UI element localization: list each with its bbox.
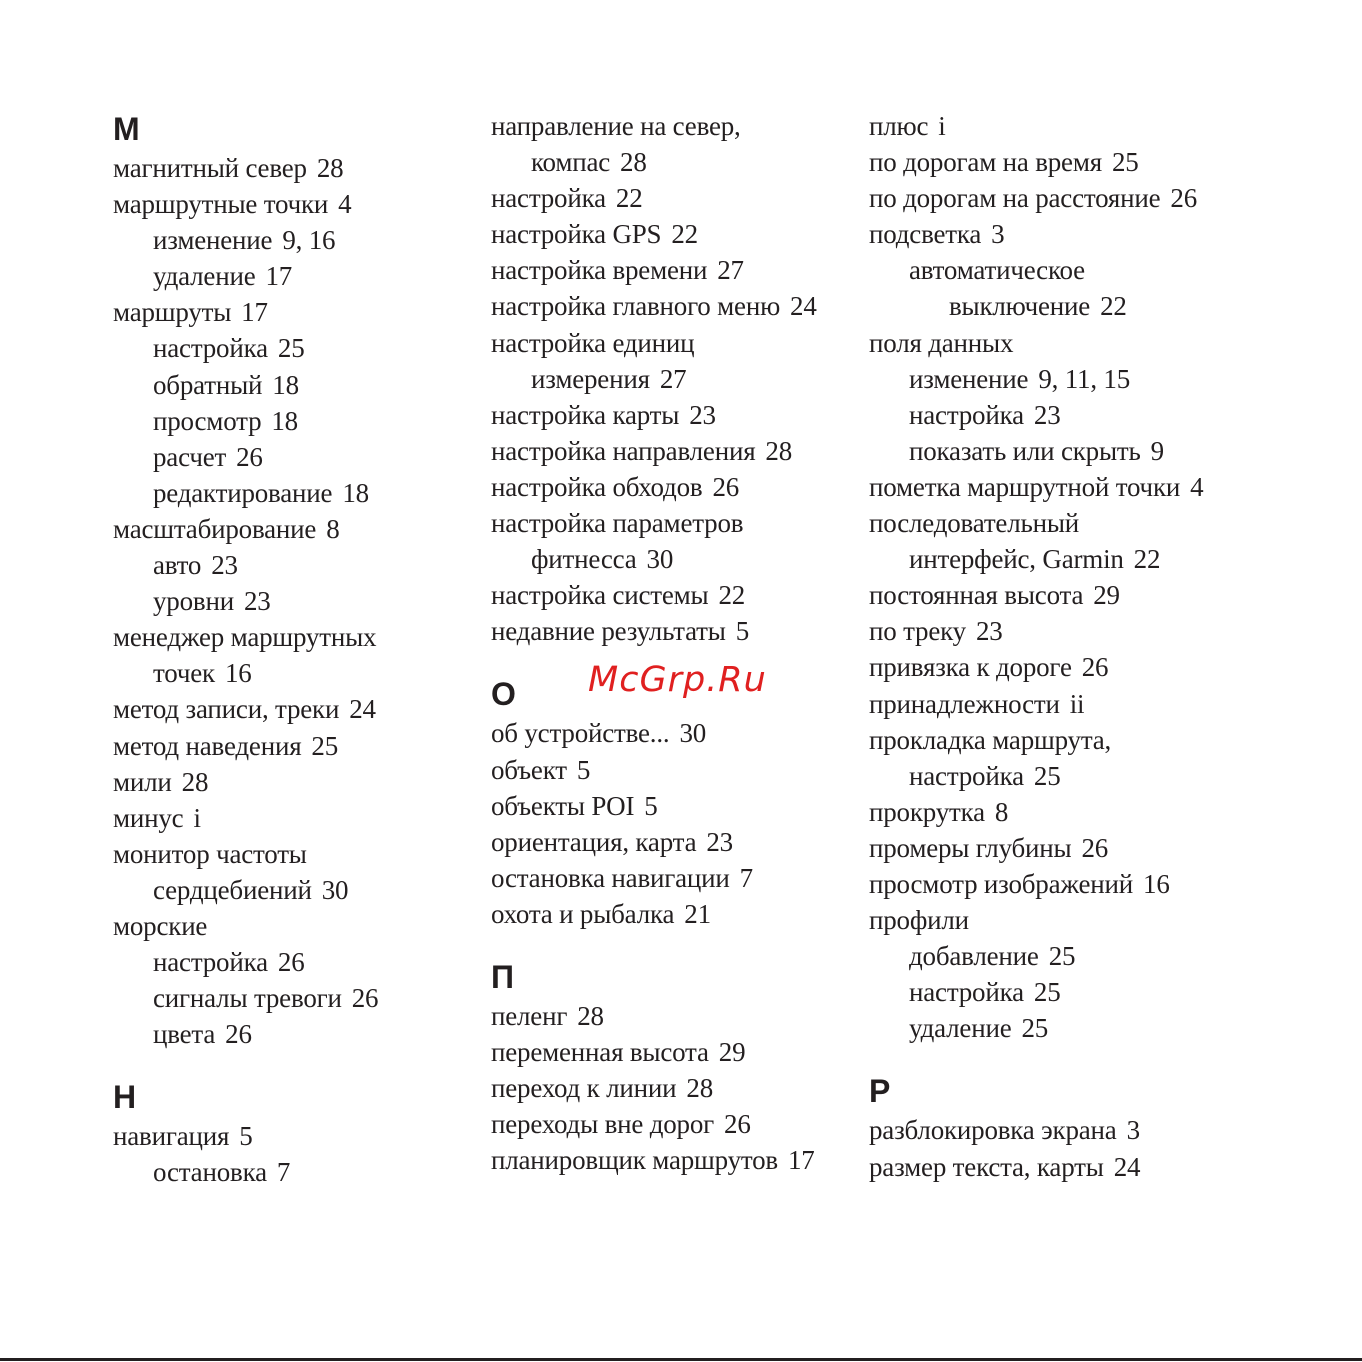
watermark-logo: McGrp.Ru	[588, 660, 767, 700]
index-term: пометка маршрутной точки	[869, 471, 1181, 502]
index-term: разблокировка экрана	[869, 1115, 1117, 1146]
index-entry	[113, 583, 378, 619]
index-letter-heading: М	[113, 111, 140, 147]
index-entry	[491, 896, 817, 932]
index-entry	[869, 686, 1203, 722]
index-term: планировщик маршрутов	[491, 1145, 778, 1176]
index-page-ref: 25	[1111, 147, 1139, 178]
index-entry	[491, 397, 817, 433]
index-entry	[869, 1149, 1203, 1185]
index-entry	[491, 860, 817, 896]
index-term: удаление	[153, 261, 256, 292]
index-term: настройка	[153, 947, 268, 978]
index-term: по треку	[869, 616, 966, 647]
index-entry	[113, 980, 378, 1016]
index-entry	[491, 788, 817, 824]
index-page-ref: 26	[1170, 183, 1198, 214]
index-entry	[869, 1112, 1203, 1148]
index-term: выключение	[949, 291, 1091, 322]
index-term: просмотр изображений	[869, 868, 1134, 899]
index-term: настройка единиц	[491, 327, 695, 358]
index-entry	[113, 186, 378, 222]
index-entry	[491, 715, 817, 751]
index-entry	[491, 998, 817, 1034]
index-entry	[113, 728, 378, 764]
bottom-divider	[0, 1358, 1362, 1361]
index-term: размер текста, карты	[869, 1151, 1104, 1182]
index-entry	[491, 216, 817, 252]
index-page-ref: 9	[1150, 435, 1164, 466]
index-term: настройка	[909, 760, 1024, 791]
index-page-ref: 24	[349, 694, 376, 725]
index-entry	[491, 361, 817, 397]
index-entry	[113, 836, 378, 872]
index-term: изменение	[909, 363, 1029, 394]
index-entry	[491, 108, 817, 144]
index-entry	[869, 469, 1203, 505]
index-entry	[113, 944, 378, 980]
index-entry	[113, 258, 378, 294]
index-entry	[869, 974, 1203, 1010]
index-entry	[491, 144, 817, 180]
index-entry	[113, 439, 378, 475]
index-entry	[113, 222, 378, 258]
index-term: показать или скрыть	[909, 435, 1141, 466]
index-term: настройка GPS	[491, 219, 662, 250]
index-page-ref: 17	[787, 1145, 815, 1176]
index-page-ref: 25	[1048, 941, 1076, 972]
index-page-ref: 26	[351, 983, 379, 1014]
index-term: по дорогам на время	[869, 147, 1102, 178]
index-page-ref: 3	[991, 219, 1005, 250]
index-term: автоматическое	[909, 255, 1085, 286]
index-page-ref: 22	[1133, 544, 1161, 575]
index-term: прокрутка	[869, 796, 985, 827]
index-entry	[491, 1142, 817, 1178]
index-term: маршрутные точки	[113, 189, 329, 220]
index-page-ref: 27	[659, 363, 687, 394]
index-page-ref: 27	[717, 255, 744, 286]
index-entry	[491, 288, 817, 324]
index-term: фитнесса	[531, 544, 637, 575]
index-page-ref: 3	[1126, 1115, 1140, 1146]
index-term: метод наведения	[113, 730, 302, 761]
index-entry	[491, 180, 817, 216]
index-term: расчет	[153, 441, 227, 472]
index-page-ref: 24	[1113, 1151, 1141, 1182]
index-page-ref: 8	[994, 796, 1009, 827]
index-entry	[113, 475, 378, 511]
index-page-ref: 30	[321, 874, 349, 905]
index-term: интерфейс, Garmin	[909, 544, 1124, 575]
index-entry	[491, 325, 817, 361]
index-page-ref: 26	[712, 471, 740, 502]
index-term: промеры глубины	[869, 832, 1072, 863]
index-page-ref: 18	[272, 369, 299, 400]
index-term: точек	[153, 658, 215, 689]
index-page-ref: 16	[1143, 868, 1170, 899]
index-entry	[491, 577, 817, 613]
index-term: прокладка маршрута,	[869, 724, 1112, 755]
index-term: сердцебиений	[153, 874, 312, 905]
index-term: ориентация, карта	[491, 826, 697, 857]
index-entry	[869, 397, 1203, 433]
index-entry	[869, 180, 1203, 216]
index-term: редактирование	[153, 477, 333, 508]
index-entry	[113, 764, 378, 800]
index-page-ref: 21	[684, 898, 711, 929]
index-letter-heading: П	[491, 958, 514, 995]
index-term: удаление	[909, 1013, 1012, 1044]
index-term: по дорогам на расстояние	[869, 183, 1161, 214]
index-page-ref: 9, 11, 15	[1038, 363, 1131, 394]
index-page-ref: 7	[739, 862, 753, 893]
index-page-ref: 8	[326, 513, 340, 544]
index-term: принадлежности	[869, 688, 1060, 719]
index-entry	[113, 619, 378, 655]
index-entry	[113, 367, 378, 403]
index-page-ref: 23	[975, 616, 1003, 647]
index-term: настройка системы	[491, 580, 709, 611]
index-page-ref: 16	[224, 658, 252, 689]
index-entry	[491, 541, 817, 577]
index-term: привязка к дороге	[869, 652, 1072, 683]
index-entry	[113, 1016, 378, 1052]
index-entry	[113, 872, 378, 908]
index-term: объекты POI	[491, 790, 635, 821]
index-term: охота и рыбалка	[491, 898, 675, 929]
index-entry	[491, 252, 817, 288]
index-page-ref: 5	[644, 790, 658, 821]
index-term: сигналы тревоги	[153, 983, 342, 1014]
index-page-ref: 18	[271, 405, 298, 436]
index-term: остановка навигации	[491, 862, 730, 893]
index-term: настройка параметров	[491, 508, 744, 539]
index-entry	[113, 1154, 378, 1190]
index-entry	[491, 505, 817, 541]
index-page-ref: 5	[735, 616, 750, 647]
index-term: компас	[531, 147, 611, 178]
index-entry	[869, 794, 1203, 830]
index-term: настройка карты	[491, 399, 680, 430]
index-term: менеджер маршрутных	[113, 622, 377, 653]
index-column-1	[113, 108, 378, 1191]
index-entry	[113, 294, 378, 330]
index-entry	[491, 1034, 817, 1070]
index-term: просмотр	[153, 405, 262, 436]
index-entry	[869, 505, 1203, 541]
index-term: пеленг	[491, 1000, 568, 1031]
index-page-ref: 25	[311, 730, 339, 761]
index-entry	[869, 433, 1203, 469]
index-page-ref: 23	[689, 399, 716, 430]
index-page-ref: 25	[1021, 1013, 1049, 1044]
index-term: морские	[113, 910, 208, 941]
index-entry	[113, 800, 378, 836]
index-entry	[869, 1010, 1203, 1046]
index-term: добавление	[909, 941, 1039, 972]
index-term: цвета	[153, 1019, 216, 1050]
index-term: авто	[153, 550, 202, 581]
index-page-ref: 29	[1093, 580, 1120, 611]
index-page-ref: 22	[1100, 291, 1127, 322]
index-term: настройка	[153, 333, 268, 364]
index-column-2	[491, 108, 817, 1178]
index-term: направление на север,	[491, 111, 741, 141]
index-entry	[491, 433, 817, 469]
index-term: поля данных	[869, 327, 1014, 358]
index-term: последовательный	[869, 508, 1080, 539]
index-page-ref: 29	[718, 1037, 746, 1068]
index-page-ref: 26	[277, 947, 305, 978]
index-page-ref: 30	[646, 544, 674, 575]
index-entry	[491, 752, 817, 788]
index-page-ref: 23	[1033, 399, 1061, 430]
index-entry	[869, 325, 1203, 361]
index-page-ref: 28	[620, 147, 647, 178]
index-term: настройка	[491, 183, 606, 214]
index-entry	[869, 830, 1203, 866]
index-page-ref: 5	[576, 754, 591, 785]
index-page-ref: 22	[671, 219, 698, 250]
index-page-ref: 26	[1081, 652, 1109, 683]
index-letter-heading: О	[491, 676, 516, 713]
index-term: магнитный север	[113, 153, 307, 183]
index-term: настройка главного меню	[491, 291, 781, 322]
index-term: плюс	[869, 111, 929, 141]
index-letter-heading: Р	[869, 1073, 891, 1110]
index-page-ref: 30	[679, 718, 707, 749]
index-entry	[491, 1070, 817, 1106]
index-entry	[869, 288, 1203, 324]
index-page-ref: 23	[706, 826, 733, 857]
index-page-ref: 7	[276, 1157, 291, 1188]
index-term: остановка	[153, 1157, 267, 1188]
index-page-ref: 22	[718, 580, 746, 611]
index-term: переходы вне дорог	[491, 1109, 715, 1140]
index-letter-heading: Н	[113, 1079, 137, 1116]
index-entry	[869, 722, 1203, 758]
index-term: минус	[113, 802, 184, 833]
index-term: настройка	[909, 399, 1024, 430]
index-term: об устройстве...	[491, 718, 670, 749]
index-entry	[113, 655, 378, 691]
index-term: обратный	[153, 369, 263, 400]
index-page-ref: ii	[1069, 688, 1085, 719]
index-page-ref: 9, 16	[282, 225, 336, 256]
index-entry	[113, 547, 378, 583]
index-entry	[869, 902, 1203, 938]
index-entry	[113, 330, 378, 366]
index-term: монитор частоты	[113, 838, 307, 869]
index-term: метод записи, треки	[113, 694, 340, 725]
index-page-ref: 22	[615, 183, 643, 214]
index-page-ref: 23	[211, 550, 238, 581]
index-term: настройка времени	[491, 255, 708, 286]
index-entry	[113, 403, 378, 439]
index-page-ref: 23	[243, 586, 271, 617]
index-entry	[113, 908, 378, 944]
index-page-ref: i	[938, 111, 946, 141]
index-page-ref: 24	[790, 291, 817, 322]
index-entry	[869, 144, 1203, 180]
index-term: постоянная высота	[869, 580, 1084, 611]
index-entry	[113, 511, 378, 547]
index-entry	[869, 938, 1203, 974]
index-page-ref: 18	[342, 477, 369, 508]
index-entry	[869, 252, 1203, 288]
index-entry	[113, 1118, 378, 1154]
index-page-ref: 25	[1033, 760, 1061, 791]
index-entry	[491, 613, 817, 649]
index-page-ref: 28	[686, 1073, 713, 1104]
index-page-ref: 28	[765, 435, 793, 466]
index-page-ref: 5	[239, 1121, 253, 1152]
index-term: маршруты	[113, 297, 232, 328]
index-page-ref: 4	[1190, 471, 1204, 502]
index-term: изменение	[153, 225, 273, 256]
index-page-ref: 26	[225, 1019, 252, 1050]
index-term: мили	[113, 766, 172, 797]
index-page-ref: 28	[316, 153, 344, 183]
index-entry	[869, 216, 1203, 252]
index-term: измерения	[531, 363, 650, 394]
index-term: настройка	[909, 977, 1024, 1008]
index-entry	[869, 758, 1203, 794]
index-entry	[491, 1106, 817, 1142]
index-term: подсветка	[869, 219, 982, 250]
index-column-3	[869, 108, 1203, 1185]
index-term: масштабирование	[113, 513, 317, 544]
index-page-ref: 17	[241, 297, 268, 328]
index-term: объект	[491, 754, 567, 785]
index-page-ref: 28	[577, 1000, 604, 1031]
index-term: переход к линии	[491, 1073, 677, 1104]
index-page-ref: 25	[277, 333, 305, 364]
index-page-ref: 25	[1033, 977, 1061, 1008]
index-page-ref: 26	[236, 441, 263, 472]
index-term: недавние результаты	[491, 616, 726, 647]
index-page-ref: i	[193, 802, 201, 833]
index-entry	[113, 691, 378, 727]
index-entry	[491, 469, 817, 505]
index-entry	[869, 649, 1203, 685]
index-entry	[113, 150, 378, 186]
index-term: настройка обходов	[491, 471, 703, 502]
index-page-ref: 26	[724, 1109, 751, 1140]
index-page-ref: 4	[338, 189, 352, 220]
index-entry	[491, 824, 817, 860]
index-term: переменная высота	[491, 1037, 709, 1068]
index-page-ref: 26	[1081, 832, 1109, 863]
index-term: навигация	[113, 1121, 230, 1152]
index-term: профили	[869, 905, 969, 936]
index-term: настройка направления	[491, 435, 756, 466]
index-entry	[869, 866, 1203, 902]
index-entry	[869, 361, 1203, 397]
index-page-ref: 28	[181, 766, 209, 797]
index-entry	[869, 108, 1203, 144]
index-entry	[869, 613, 1203, 649]
index-entry	[869, 541, 1203, 577]
index-page-ref: 17	[265, 261, 293, 292]
index-term: уровни	[153, 586, 234, 617]
index-entry	[869, 577, 1203, 613]
